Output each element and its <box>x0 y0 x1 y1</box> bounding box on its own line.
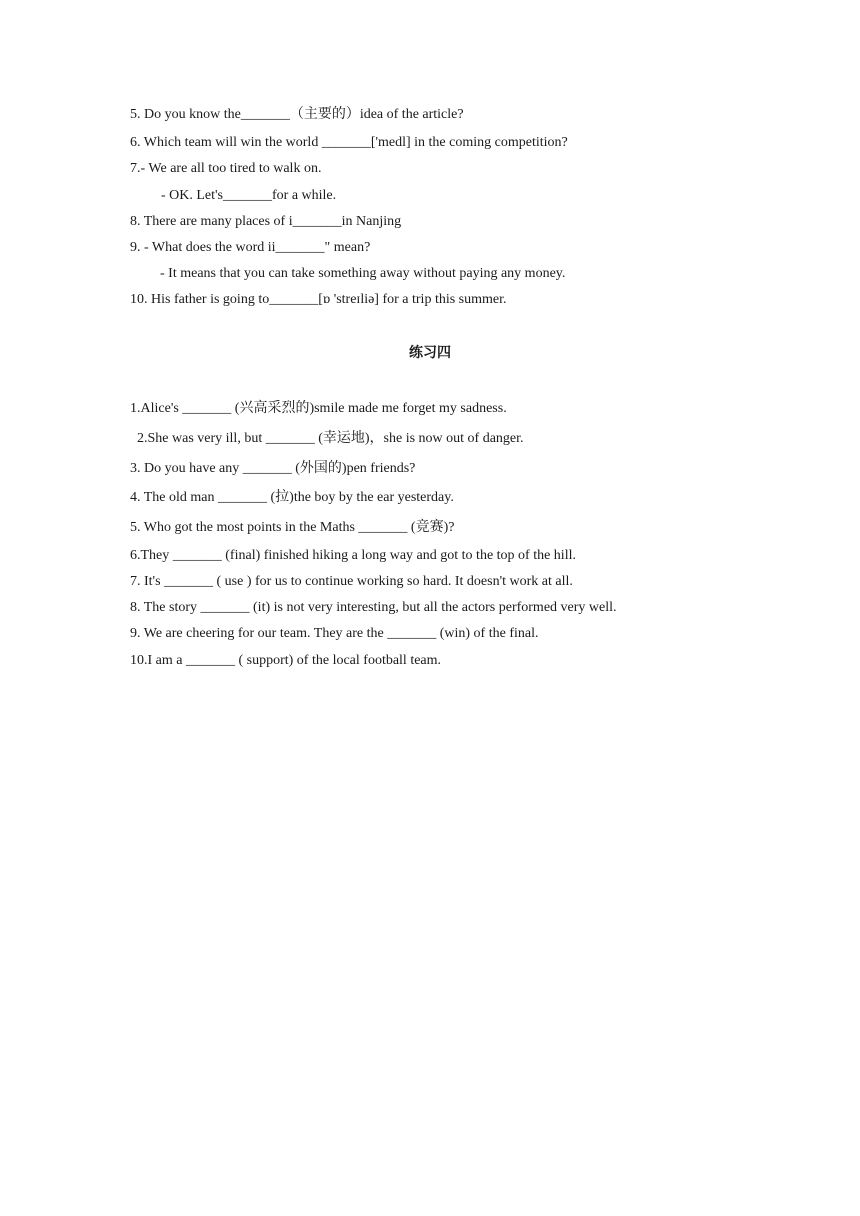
exercise3-item-8: 8. There are many places of i_______in Nanjing <box>130 214 402 229</box>
exercise4-title: 练习四 <box>409 345 451 361</box>
exercise4-item-2: 2.She was very ill, but _______ (幸运地)，she is now out of danger. <box>137 431 524 446</box>
exercise3-item-9-question: 9. - What does the word ii_______" mean? <box>130 240 371 255</box>
exercise3-item-7-question: 7.- We are all too tired to walk on. <box>130 161 322 176</box>
exercise3-item-5: 5. Do you know the_______（主要的）idea of the article? <box>130 107 464 122</box>
exercise4-item-9: 9. We are cheering for our team. They are the _______ (win) of the final. <box>130 626 539 641</box>
exercise3-item-10: 10. His father is going to_______[ɒ 'streɪliə] for a trip this summer. <box>130 292 507 307</box>
exercise4-item-5: 5. Who got the most points in the Maths _______ (竞赛)? <box>130 520 455 535</box>
exercise4-item-7: 7. It's _______ ( use ) for us to continue working so hard. It doesn't work at all. <box>130 574 573 589</box>
exercise4-item-6: 6.They _______ (final) finished hiking a long way and got to the top of the hill. <box>130 548 576 563</box>
exercise3-item-9-answer: - It means that you can take something away without paying any money. <box>160 266 566 281</box>
exercise3-item-6: 6. Which team will win the world _______['medl] in the coming competition? <box>130 135 568 150</box>
exercise3-item-7-answer: - OK. Let's_______for a while. <box>161 188 337 203</box>
exercise4-item-8: 8. The story _______ (it) is not very interesting, but all the actors performed very well. <box>130 600 617 615</box>
exercise4-item-1: 1.Alice's _______ (兴高采烈的)smile made me forget my sadness. <box>130 401 507 416</box>
exercise4-item-10: 10.I am a _______ ( support) of the local football team. <box>130 653 442 668</box>
exercise4-item-3: 3. Do you have any _______ (外国的)pen friends? <box>130 461 416 476</box>
exercise4-item-4: 4. The old man _______ (拉)the boy by the ear yesterday. <box>130 490 454 505</box>
